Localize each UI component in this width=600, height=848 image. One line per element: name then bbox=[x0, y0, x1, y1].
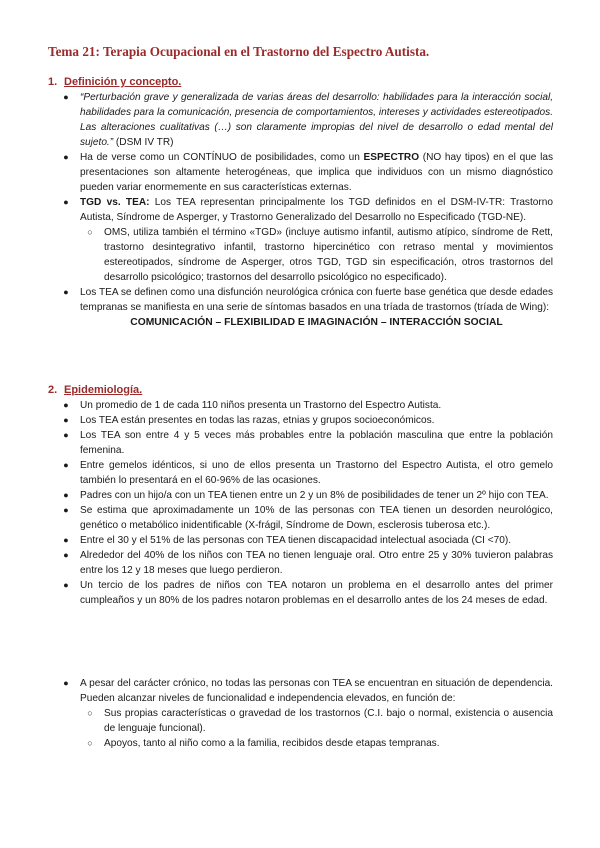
item-text: Padres con un hijo/a con un TEA tienen entre un 2 y un 8% de posibilidades de tener un 2º hijo con TEA. bbox=[80, 490, 549, 501]
sub-list-item bbox=[0, 706, 553, 736]
section-body-definicion bbox=[0, 90, 600, 330]
section-heading-definicion bbox=[48, 76, 181, 88]
item-text: A pesar del carácter crónico, no todas las personas con TEA se encuentran en situación de dependencia. Pueden alcanzar niveles de funcionalidad e independencia elevados, en función de: bbox=[80, 678, 553, 704]
list-item bbox=[0, 578, 553, 608]
list-item bbox=[0, 195, 553, 225]
bullet-icon: ● bbox=[63, 415, 69, 425]
sub-list-item bbox=[0, 736, 553, 751]
bullet-icon: ● bbox=[63, 92, 69, 102]
quote-source: (DSM IV TR) bbox=[113, 137, 174, 148]
list-item bbox=[0, 428, 553, 458]
section-body-epidemiologia bbox=[0, 398, 600, 608]
section-body-dependencia bbox=[0, 676, 600, 751]
section-title: Definición y concepto. bbox=[64, 76, 182, 88]
item-text: Los TEA son entre 4 y 5 veces más probables entre la población masculina que entre la población femenina. bbox=[80, 430, 553, 456]
emphasis-text: ESPECTRO bbox=[363, 152, 420, 163]
list-item bbox=[0, 548, 553, 578]
bullet-icon: ● bbox=[63, 287, 69, 297]
bullet-icon: ● bbox=[63, 430, 69, 440]
item-text: Ha de verse como un CONTÍNUO de posibilidades, como un bbox=[80, 152, 364, 163]
item-text: Alrededor del 40% de los niños con TEA no tienen lenguaje oral. Otro entre 25 y 30% tuvieron palabras entre los 12 y 18 meses que luego perdieron. bbox=[80, 550, 553, 576]
document-title: Tema 21: Terapia Ocupacional en el Trastorno del Espectro Autista. bbox=[48, 44, 430, 59]
bullet-icon: ● bbox=[63, 535, 69, 545]
bullet-icon: ● bbox=[63, 152, 69, 162]
list-item bbox=[0, 676, 553, 706]
bullet-icon: ● bbox=[63, 490, 69, 500]
item-text: Se estima que aproximadamente un 10% de las personas con TEA tienen un desorden neurológico, genético o metabólico inidentificable (X-frágil, Síndrome de Down, esclerosis tuberosa etc.). bbox=[80, 505, 553, 531]
bullet-icon: ● bbox=[63, 678, 69, 688]
item-text: Entre el 30 y el 51% de las personas con TEA tienen discapacidad intelectual asociada (CI <70). bbox=[80, 535, 512, 546]
list-item bbox=[0, 413, 553, 428]
section-number: 2. bbox=[48, 384, 58, 396]
bullet-icon: ● bbox=[63, 580, 69, 590]
sub-bullet-icon: ○ bbox=[87, 708, 93, 718]
dsm-quote: “Perturbación grave y generalizada de varias áreas del desarrollo: habilidades para la interacción social, habilidades para la comunicación, presencia de comportamientos, intereses y actividades estereotipados. Las alteraciones cualitativas (…) son claramente impropias del nivel de desarrollo o edad mental del sujeto.” bbox=[80, 92, 553, 148]
list-item bbox=[0, 488, 553, 503]
item-text: Apoyos, tanto al niño como a la familia, recibidos desde etapas tempranas. bbox=[104, 738, 440, 749]
list-item bbox=[0, 533, 553, 548]
item-text: Sus propias características o gravedad de los trastornos (C.I. bajo o normal, existencia o ausencia de lenguaje funcional). bbox=[104, 708, 553, 734]
item-text: (NO hay tipos) en el que las presentaciones son altamente heterogéneas, que implica que individuos con un mismo diagnóstico pueden variar enormemente en sus características externas. bbox=[80, 152, 553, 193]
item-text: Un tercio de los padres de niños con TEA notaron un problema en el desarrollo antes del primer cumpleaños y un 80% de los padres notaron problemas en el desarrollo antes de los 24 meses de edad. bbox=[80, 580, 553, 606]
section-title: Epidemiología. bbox=[64, 384, 143, 396]
bullet-icon: ● bbox=[63, 505, 69, 515]
bullet-icon: ● bbox=[63, 400, 69, 410]
emphasis-text: TGD vs. TEA: bbox=[80, 197, 150, 208]
list-item bbox=[0, 90, 553, 150]
wing-triad: COMUNICACIÓN – FLEXIBILIDAD E IMAGINACIÓN – INTERACCIÓN SOCIAL bbox=[130, 317, 503, 328]
bullet-icon: ● bbox=[63, 550, 69, 560]
item-text: Los TEA representan principalmente los TGD definidos en el DSM-IV-TR: Trastorno Autista, Síndrome de Asperger, y Trastorno Generalizado del Desarrollo no Especificado (TGD-NE). bbox=[80, 197, 553, 223]
section-heading-epidemiologia bbox=[48, 384, 142, 396]
item-text: Un promedio de 1 de cada 110 niños presenta un Trastorno del Espectro Autista. bbox=[80, 400, 442, 411]
list-item bbox=[0, 285, 553, 315]
bullet-icon: ● bbox=[63, 460, 69, 470]
sub-bullet-icon: ○ bbox=[87, 738, 93, 748]
list-item bbox=[0, 458, 553, 488]
sub-bullet-icon: ○ bbox=[87, 227, 93, 237]
item-text: Entre gemelos idénticos, si uno de ellos presenta un Trastorno del Espectro Autista, el otro gemelo también lo presentará en el 60-96% de las ocasiones. bbox=[80, 460, 553, 486]
list-item bbox=[0, 503, 553, 533]
bullet-icon: ● bbox=[63, 197, 69, 207]
sub-list-item bbox=[0, 225, 553, 285]
list-item bbox=[0, 398, 553, 413]
item-text: Los TEA están presentes en todas las razas, etnias y grupos socioeconómicos. bbox=[80, 415, 435, 426]
list-item bbox=[0, 150, 553, 195]
item-text: Los TEA se definen como una disfunción neurológica crónica con fuerte base genética que desde edades tempranas se manifiesta en una serie de síntomas basados en una tríada de trastornos (tríada de Wing): bbox=[80, 287, 553, 313]
section-number: 1. bbox=[48, 76, 58, 88]
item-text: OMS, utiliza también el término «TGD» (incluye autismo infantil, autismo atípico, síndrome de Rett, trastorno desintegrativo infantil, trastorno hipercinético con retraso mental y movimientos estereotipados, síndrome de Asperger, otros TGD, TGD sin especificación, otros trastornos del desarrollo psicológico; trastornos del desarrollo psicológico no especificado). bbox=[104, 227, 553, 283]
